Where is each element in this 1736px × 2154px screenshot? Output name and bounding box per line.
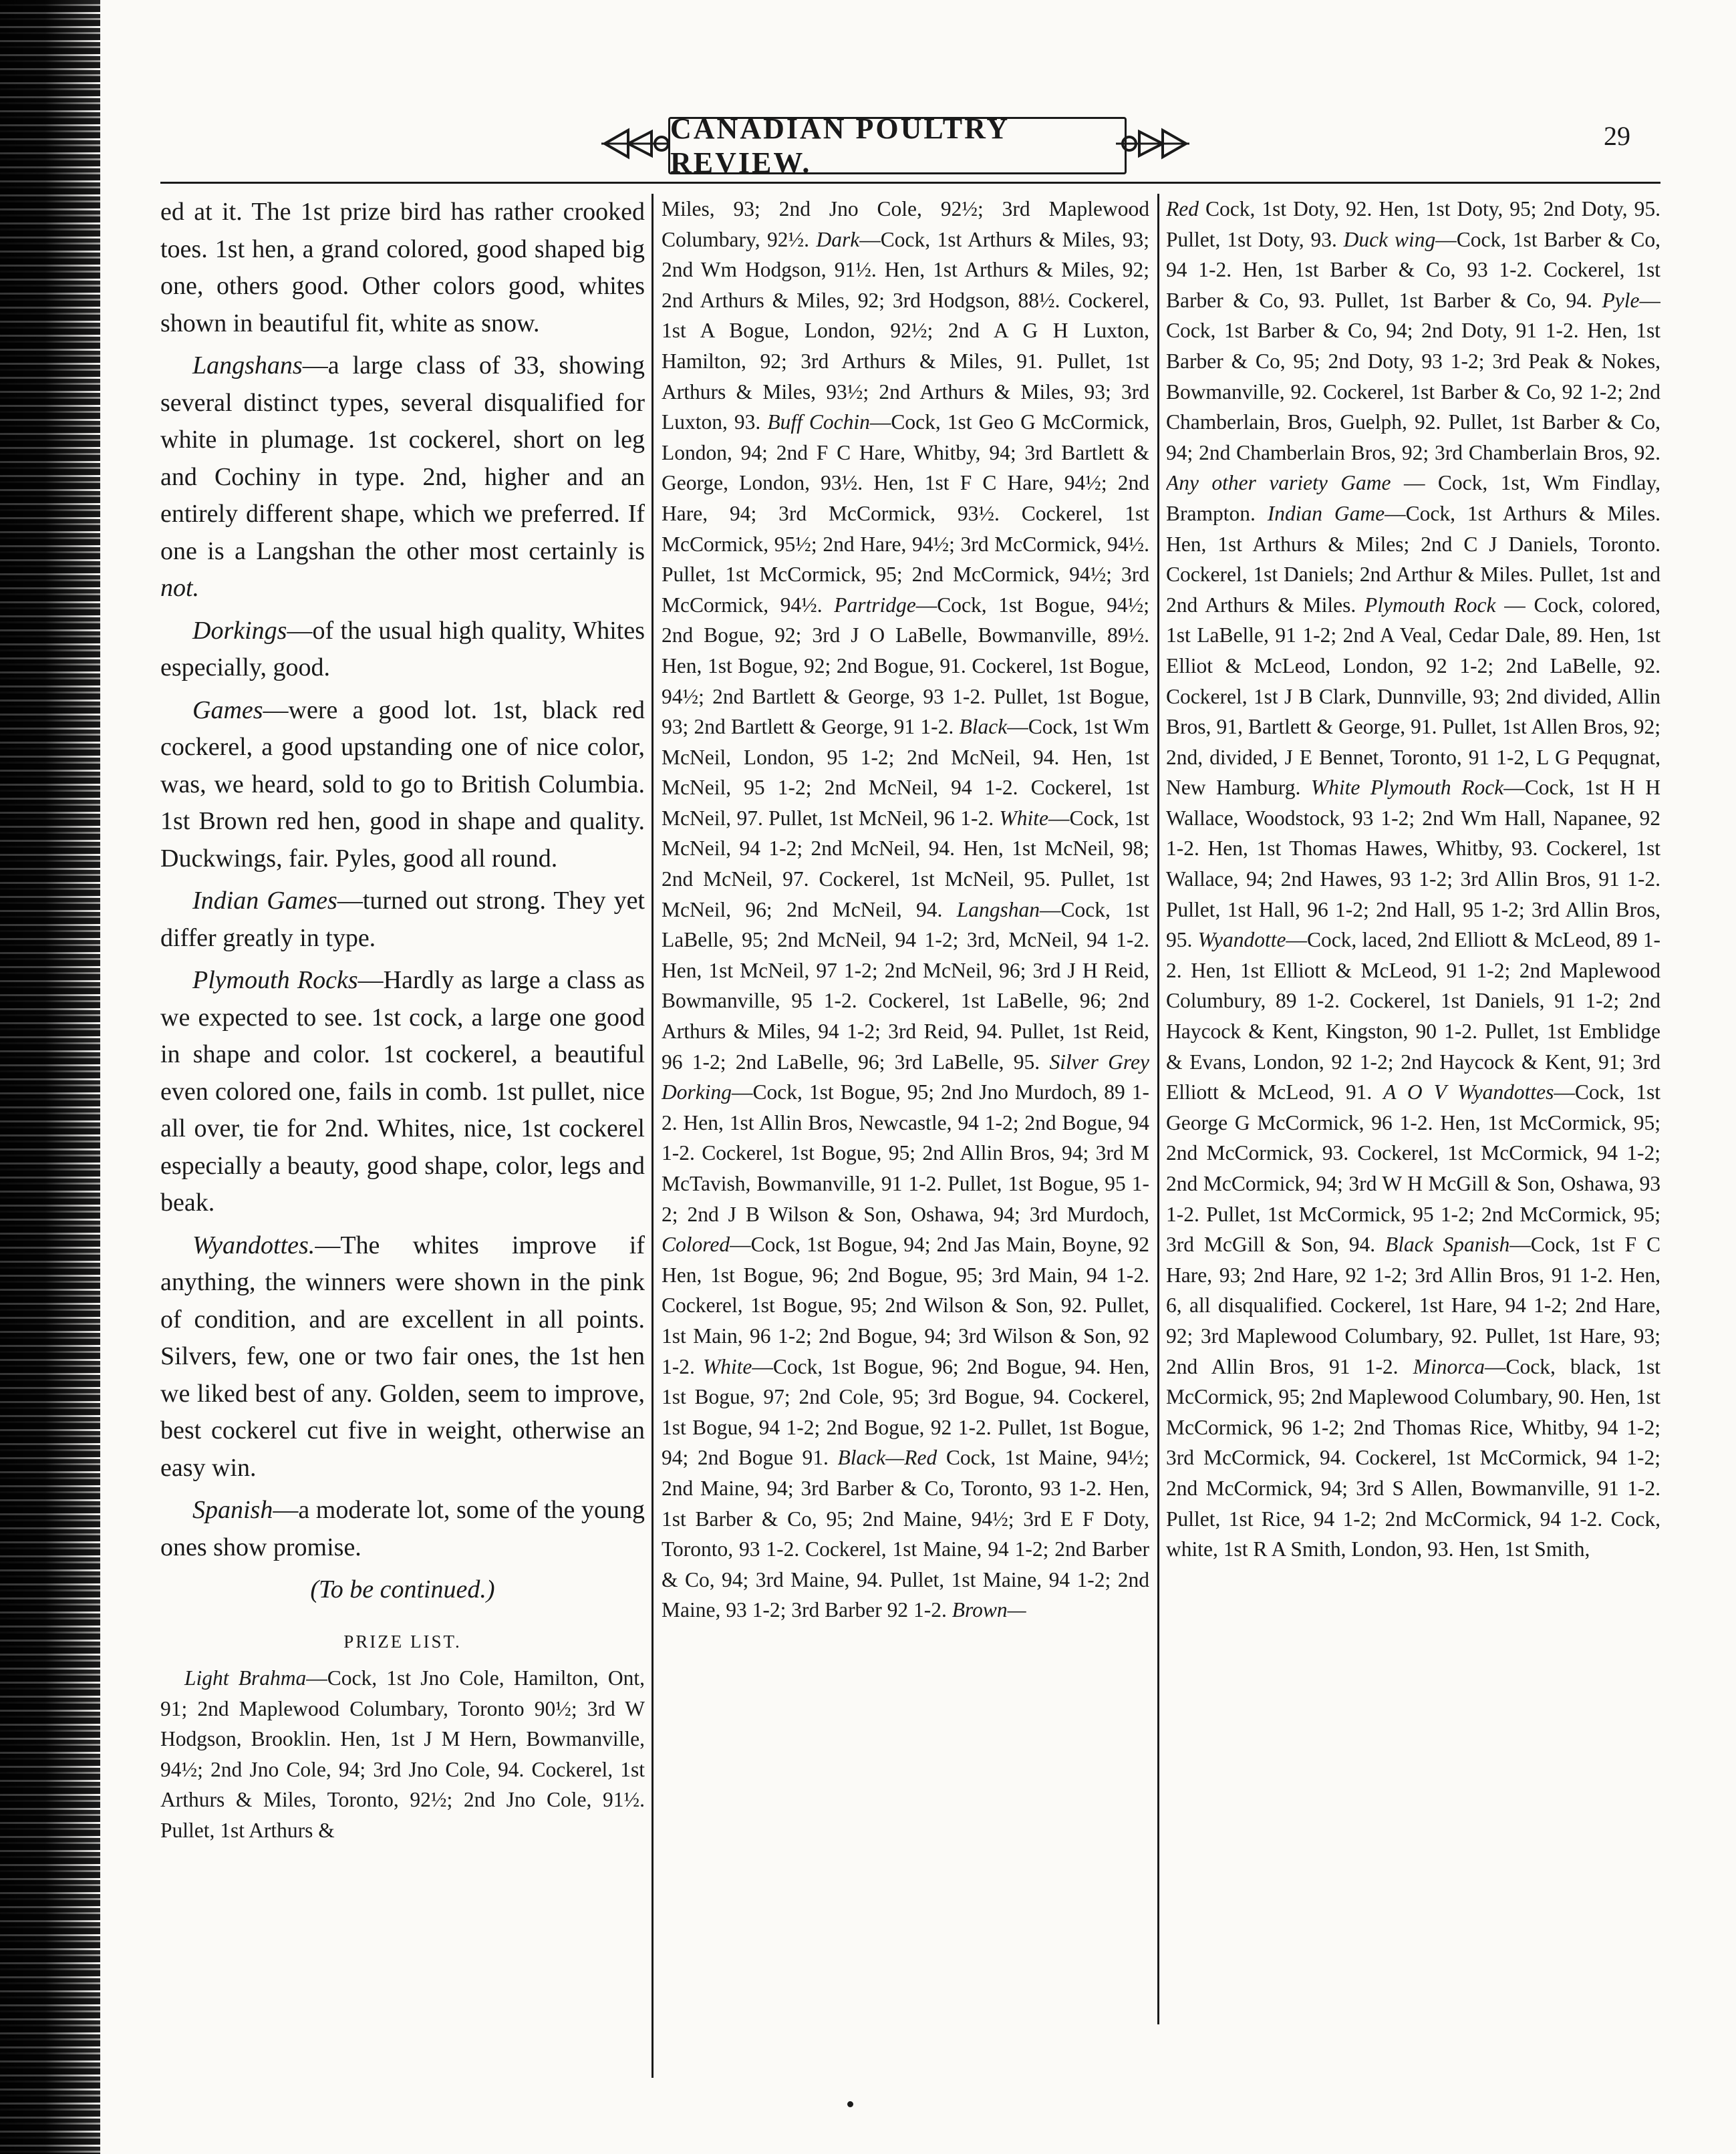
section-heading: Plymouth Rocks	[192, 966, 358, 994]
scan-edge-shadow	[0, 0, 100, 2154]
paragraph-continuation: ed at it. The 1st prize bird has rather crooked toes. 1st hen, a grand colored, good shaped big one, others good. Other colors good, whites shown in beautiful fit, white as snow.	[160, 198, 645, 337]
masthead-title: CANADIAN POULTRY REVIEW.	[668, 117, 1127, 174]
prize-list-heading: PRIZE LIST.	[343, 1631, 462, 1652]
section-heading: Indian Games	[192, 887, 337, 915]
prize-list-continued: Red Cock, 1st Doty, 92. Hen, 1st Doty, 95; 2nd Doty, 95. Pullet, 1st Doty, 93. Duck wing—Cock, 1st Barber & Co, 94 1-2. Hen, 1st Barber & Co, 93 1-2. Cockerel, 1st Barber & Co, 93. Pullet, 1st Barber & Co, 94. Pyle—Cock, 1st Barber & Co, 94; 2nd Doty, 91 1-2. Hen, 1st Barber & Co, 95; 2nd Doty, 93 1-2; 3rd Peak & Nokes, Bowmanville, 92. Cockerel, 1st Barber & Co, 92 1-2; 2nd Chamberlain, Bros, Guelph, 92. Pullet, 1st Barber & Co, 94; 2nd Chamberlain Bros, 92; 3rd Chamberlain Bros, 92. Any other variety Game — Cock, 1st, Wm Findlay, Brampton. Indian Game—Cock, 1st Arthurs & Miles. Hen, 1st Arthurs & Miles; 2nd C J Daniels, Toronto. Cockerel, 1st Daniels; 2nd Arthur & Miles. Pullet, 1st and 2nd Arthurs & Miles. Plymouth Rock — Cock, colored, 1st LaBelle, 91 1-2; 2nd A Veal, Cedar Dale, 89. Hen, 1st Elliot & McLeod, London, 92 1-2; 2nd LaBelle, 92. Cockerel, 1st J B Clark, Dunnville, 93; 2nd divided, Allin Bros, 91, Bartlett & George, 91. Pullet, 1st Allen Bros, 92; 2nd, divided, J E Bennet, Toronto, 91 1-2, L G Pequgnat, New Hamburg. White Plymouth Rock—Cock, 1st H H Wallace, Woodstock, 93 1-2; 2nd Wm Hall, Napanee, 92 1-2. Hen, 1st Thomas Hawes, Whitby, 93. Cockerel, 1st Wallace, 94; 2nd Hawes, 93 1-2; 3rd Allin Bros, 91 1-2. Pullet, 1st Hall, 96 1-2; 2nd Hall, 95 1-2; 3rd Allin Bros, 95. Wyandotte—Cock, laced, 2nd Elliott & McLeod, 89 1-2. Hen, 1st Elliott & McLeod, 91 1-2; 2nd Maplewood Columbury, 89 1-2. Cockerel, 1st Daniels, 91 1-2; 2nd Haycock & Kent, Kingston, 90 1-2. Pullet, 1st Emblidge & Evans, London, 92 1-2; 2nd Haycock & Kent, 91; 3rd Elliott & McLeod, 91. A O V Wyandottes—Cock, 1st George G McCormick, 96 1-2. Hen, 1st McCormick, 95; 2nd McCormick, 93. Cockerel, 1st McCormick, 94 1-2; 2nd McCormick, 94; 3rd W H McGill & Son, Oshawa, 93 1-2. Pullet, 1st McCormick, 95 1-2; 2nd McCormick, 95; 3rd McGill & Son, 94. Black Spanish—Cock, 1st F C Hare, 93; 2nd Hare, 92 1-2; 3rd Allin Bros, 91 1-2. Hen, 6, all disqualified. Cockerel, 1st Hare, 94 1-2; 2nd Hare, 92; 3rd Maplewood Columbary, 92. Pullet, 1st Hare, 93; 2nd Allin Bros, 91 1-2. Minorca—Cock, black, 1st McCormick, 95; 2nd Maplewood Columbary, 90. Hen, 1st McCormick, 96 1-2; 2nd Thomas Rice, Whitby, 94 1-2; 3rd McCormick, 94. Cockerel, 1st McCormick, 94 1-2; 2nd McCormick, 94; 3rd S Allen, Bowmanville, 91 1-2. Pullet, 1st Rice, 94 1-2; 2nd McCormick, 94 1-2. Cock, white, 1st R A Smith, London, 93. Hen, 1st Smith,	[1166, 197, 1660, 1561]
continued-note: (To be continued.)	[310, 1575, 495, 1603]
page-number: 29	[1604, 121, 1630, 151]
column-2	[662, 194, 1149, 2064]
page-header	[601, 112, 1189, 179]
section-heading: Spanish	[192, 1496, 273, 1524]
section-heading: Dorkings	[192, 616, 287, 645]
paragraph-spanish: Spanish—a moderate lot, some of the young ones show promise.	[160, 1496, 645, 1561]
left-ornament-icon	[601, 124, 675, 164]
page-dot-mark	[847, 2101, 853, 2107]
paragraph-games: Games—were a good lot. 1st, black red cockerel, a good upstanding one of nice color, was, we heard, sold to go to British Columbia. 1st Brown red hen, good in shape and quality. Duckwings, fair. Pyles, good all round.	[160, 696, 645, 873]
section-heading: Light Brahma	[184, 1666, 307, 1690]
column-divider-2	[1157, 194, 1159, 2024]
prize-light-brahma: Light Brahma—Cock, 1st Jno Cole, Hamilton, Ont, 91; 2nd Maplewood Columbary, Toronto 90½; 3rd W Hodgson, Brooklin. Hen, 1st J M Hern, Bowmanville, 94½; 2nd Jno Cole, 94; 3rd Jno Cole, 94. Cockerel, 1st Arthurs & Miles, Toronto, 92½; 2nd Jno Cole, 91½. Pullet, 1st Arthurs &	[160, 1666, 645, 1842]
paragraph-plymouth-rocks: Plymouth Rocks—Hardly as large a class as we expected to see. 1st cock, a large one good in shape and color. 1st cockerel, a beautiful even colored one, fails in comb. 1st pullet, nice all over, tie for 2nd. Whites, nice, 1st cockerel especially a beauty, good shape, color, legs and beak.	[160, 966, 645, 1217]
column-3	[1166, 194, 1660, 2064]
paragraph-indian-games: Indian Games—turned out strong. They yet differ greatly in type.	[160, 887, 645, 952]
right-ornament-icon	[1116, 124, 1189, 164]
column-1	[160, 194, 645, 2085]
prize-list-continued: Miles, 93; 2nd Jno Cole, 92½; 3rd Maplewood Columbary, 92½. Dark—Cock, 1st Arthurs & Miles, 93; 2nd Wm Hodgson, 91½. Hen, 1st Arthurs & Miles, 92; 2nd Arthurs & Miles, 92; 3rd Hodgson, 88½. Cockerel, 1st A Bogue, London, 92½; 2nd A G H Luxton, Hamilton, 92; 3rd Arthurs & Miles, 91. Pullet, 1st Arthurs & Miles, 93½; 2nd Arthurs & Miles, 93; 3rd Luxton, 93. Buff Cochin—Cock, 1st Geo G McCormick, London, 94; 2nd F C Hare, Whitby, 94; 3rd Bartlett & George, London, 93½. Hen, 1st F C Hare, 94½; 2nd Hare, 94; 3rd McCormick, 93½. Cockerel, 1st McCormick, 95½; 2nd Hare, 94½; 3rd McCormick, 94½. Pullet, 1st McCormick, 95; 2nd McCormick, 94½; 3rd McCormick, 94½. Partridge—Cock, 1st Bogue, 94½; 2nd Bogue, 92; 3rd J O LaBelle, Bowmanville, 89½. Hen, 1st Bogue, 92; 2nd Bogue, 91. Cockerel, 1st Bogue, 94½; 2nd Bartlett & George, 93 1-2. Pullet, 1st Bogue, 93; 2nd Bartlett & George, 91 1-2. Black—Cock, 1st Wm McNeil, London, 95 1-2; 2nd McNeil, 94. Hen, 1st McNeil, 95 1-2; 2nd McNeil, 94 1-2. Cockerel, 1st McNeil, 97. Pullet, 1st McNeil, 96 1-2. White—Cock, 1st McNeil, 94 1-2; 2nd McNeil, 94. Hen, 1st McNeil, 98; 2nd McNeil, 97. Cockerel, 1st McNeil, 95. Pullet, 1st McNeil, 96; 2nd McNeil, 94. Langshan—Cock, 1st LaBelle, 95; 2nd McNeil, 94 1-2; 3rd, McNeil, 94 1-2. Hen, 1st McNeil, 97 1-2; 2nd McNeil, 96; 3rd J H Reid, Bowmanville, 95 1-2. Cockerel, 1st LaBelle, 96; 2nd Arthurs & Miles, 94 1-2; 3rd Reid, 94. Pullet, 1st Reid, 96 1-2; 2nd LaBelle, 96; 3rd LaBelle, 95. Silver Grey Dorking—Cock, 1st Bogue, 95; 2nd Jno Murdoch, 89 1-2. Hen, 1st Allin Bros, Newcastle, 94 1-2; 2nd Bogue, 94 1-2. Cockerel, 1st Bogue, 95; 2nd Allin Bros, 94; 3rd M McTavish, Bowmanville, 91 1-2. Pullet, 1st Bogue, 95 1-2; 2nd J B Wilson & Son, Oshawa, 94; 3rd Murdoch, Colored—Cock, 1st Bogue, 94; 2nd Jas Main, Boyne, 92 Hen, 1st Bogue, 96; 2nd Bogue, 95; 3rd Main, 94 1-2. Cockerel, 1st Bogue, 95; 2nd Wilson & Son, 92. Pullet, 1st Main, 96 1-2; 2nd Bogue, 94; 3rd Wilson & Son, 92 1-2. White—Cock, 1st Bogue, 96; 2nd Bogue, 94. Hen, 1st Bogue, 97; 2nd Cole, 95; 3rd Bogue, 94. Cockerel, 1st Bogue, 94 1-2; 2nd Bogue, 92 1-2. Pullet, 1st Bogue, 94; 2nd Bogue 91. Black—Red Cock, 1st Maine, 94½; 2nd Maine, 94; 3rd Barber & Co, Toronto, 93 1-2. Hen, 1st Barber & Co, 95; 2nd Maine, 94½; 3rd E F Doty, Toronto, 93 1-2. Cockerel, 1st Maine, 94 1-2; 2nd Barber & Co, 94; 3rd Maine, 94. Pullet, 1st Maine, 94 1-2; 2nd Maine, 93 1-2; 3rd Barber 92 1-2. Brown—	[662, 197, 1149, 1622]
column-divider-1	[652, 194, 654, 2078]
section-heading: Wyandottes.	[192, 1231, 315, 1259]
paragraph-wyandottes: Wyandottes.—The whites improve if anything, the winners were shown in the pink of condition, and are excellent in all points. Silvers, few, one or two fair ones, the 1st hen we liked best of any. Golden, seem to improve, best cockerel cut five in weight, otherwise an easy win.	[160, 1231, 645, 1482]
paragraph-langshans: Langshans—a large class of 33, showing several distinct types, several disqualified for white in plumage. 1st cockerel, short on leg and Cochiny in type. 2nd, higher and an entirely different shape, which we preferred. If one is a Langshan the other most certainly is not.	[160, 351, 645, 602]
section-heading: Langshans	[192, 351, 303, 379]
section-heading: Games	[192, 696, 263, 724]
paragraph-dorkings: Dorkings—of the usual high quality, Whites especially, good.	[160, 616, 645, 681]
header-rule	[160, 182, 1660, 184]
